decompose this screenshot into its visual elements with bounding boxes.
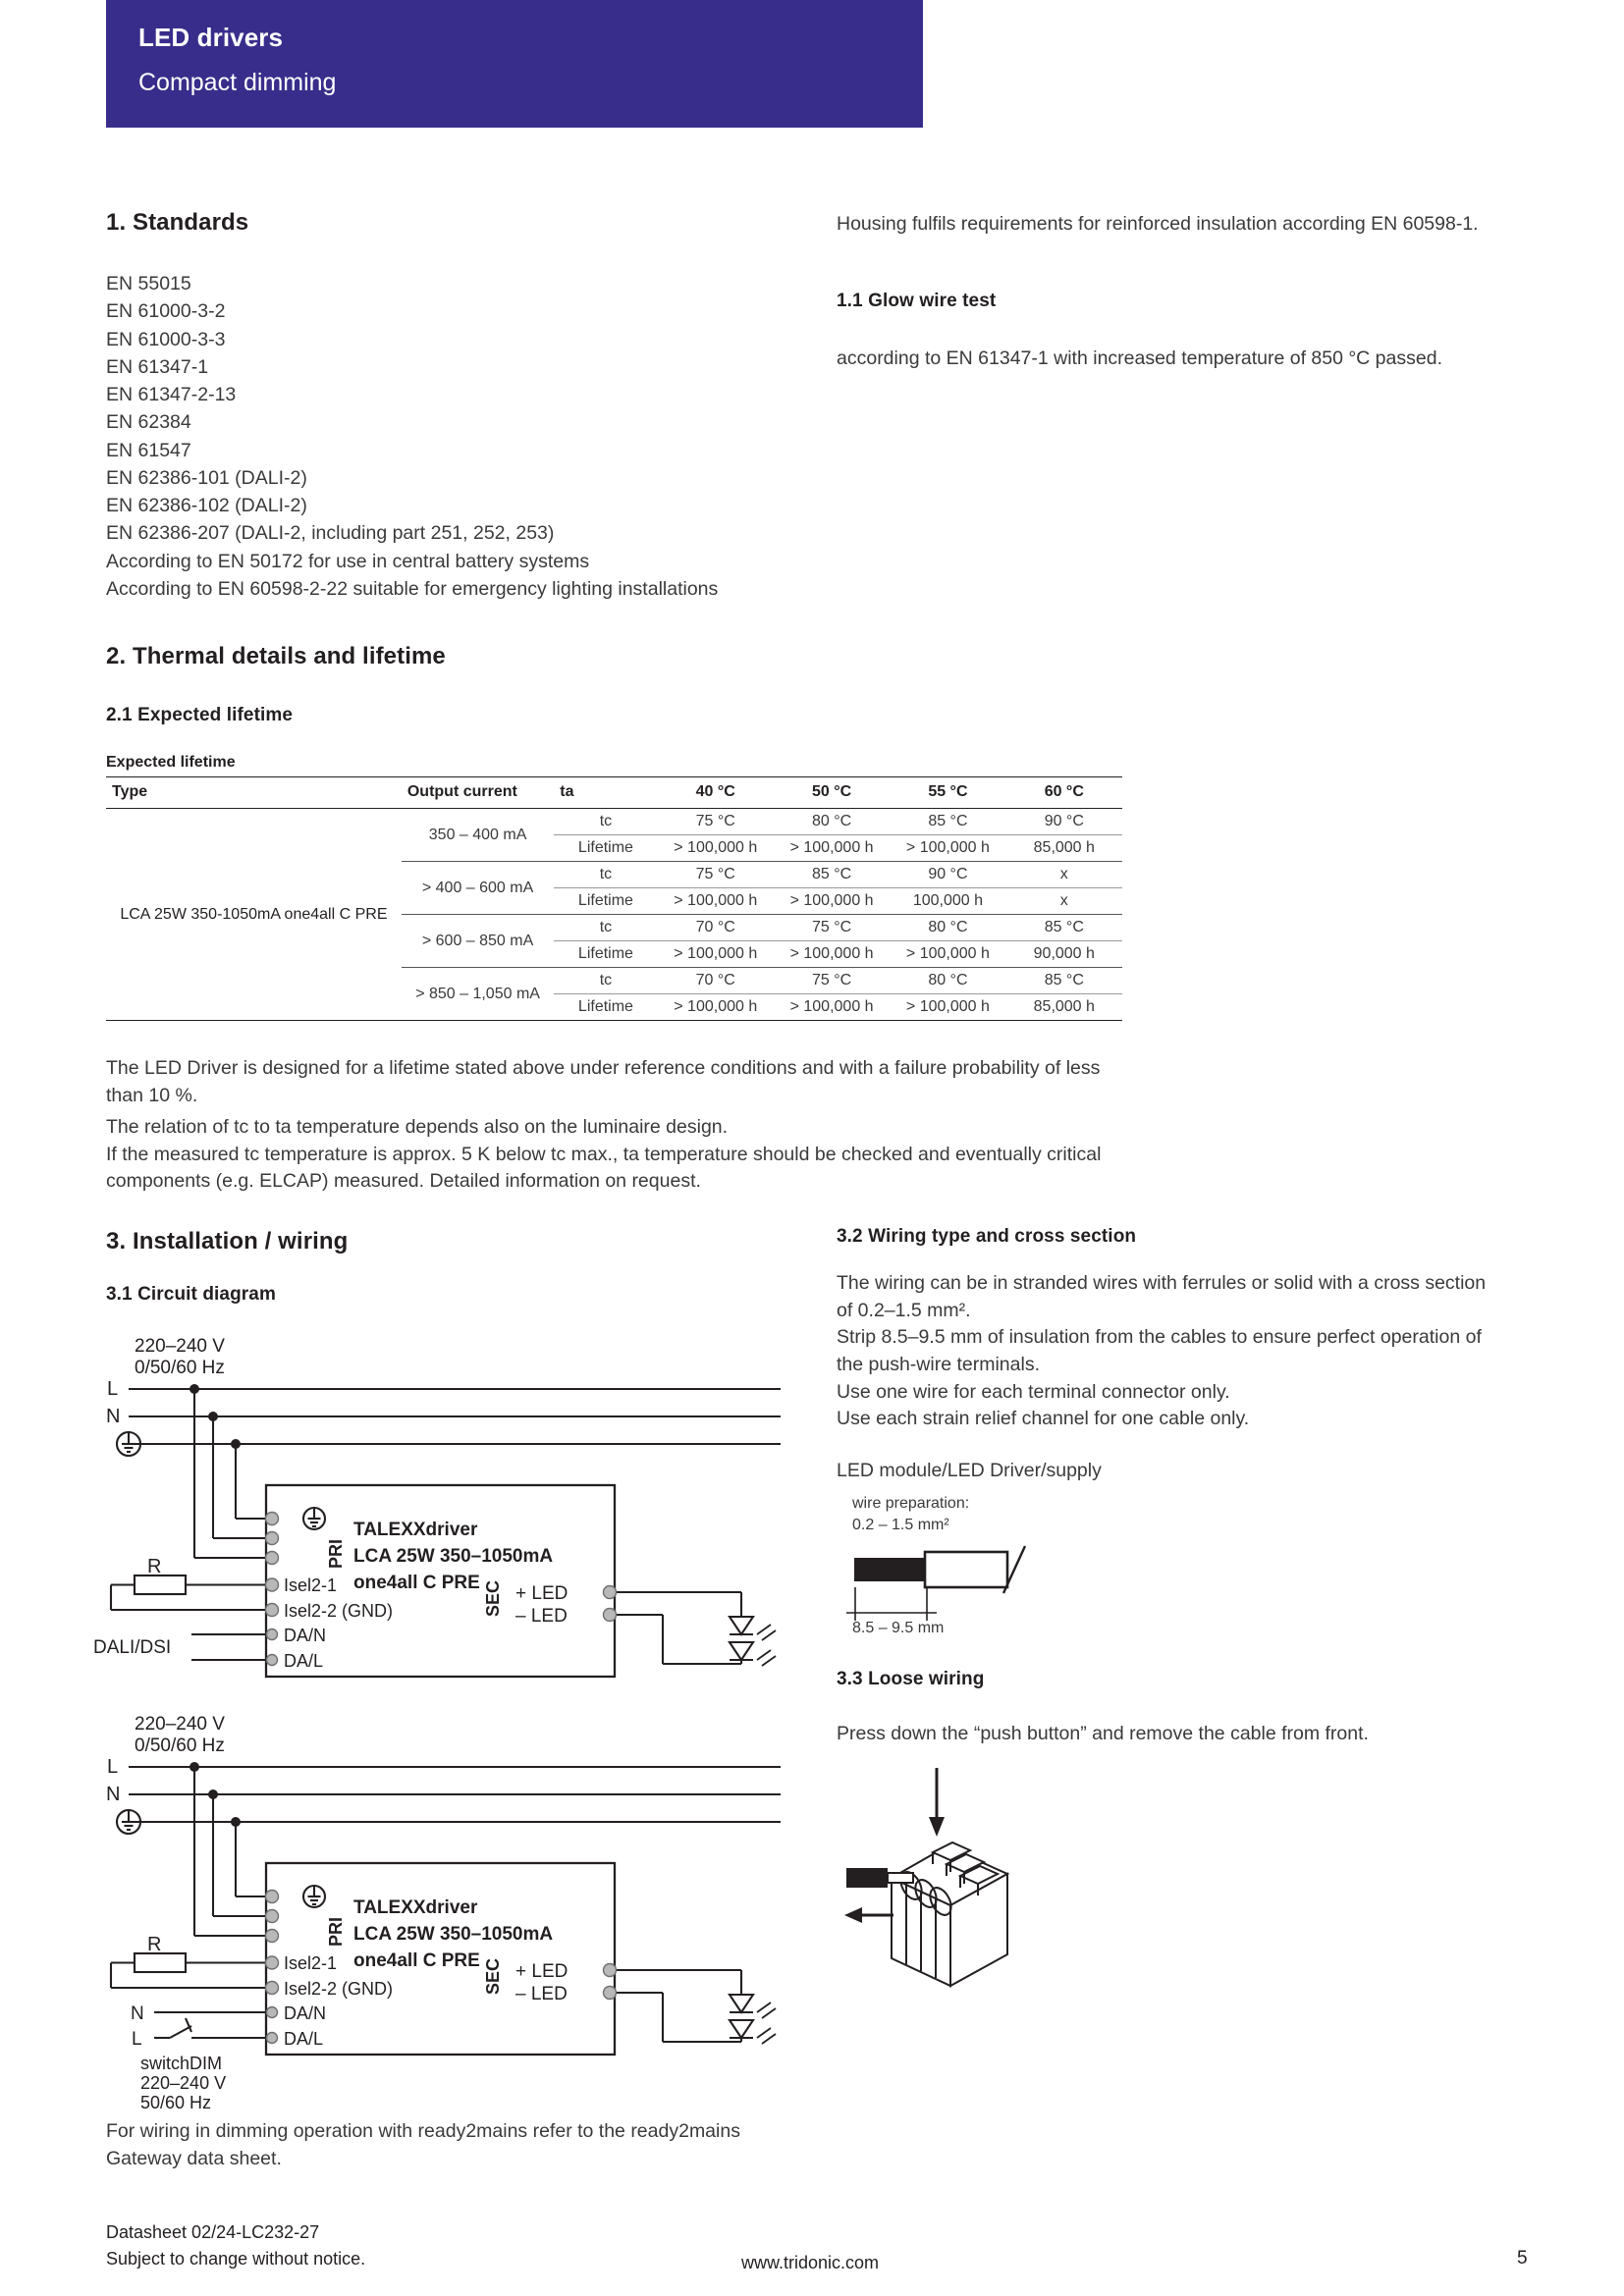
cell-value: > 100,000 h [774,835,890,862]
cell-value: 75 °C [695,813,735,829]
note-line: components (e.g. ELCAP) measured. Detailed information on request. [106,1170,701,1193]
list-item: EN 61000-3-2 [106,300,226,323]
text-line: of 0.2–1.5 mm². [837,1299,971,1321]
phase-L-label: L [107,1378,119,1400]
loose-wiring-diagram [852,1762,1147,1993]
list-item: EN 61347-2-13 [106,384,237,406]
da-l-label: DA/L [284,1651,324,1671]
driver-variant-label: one4all C PRE [353,1950,480,1971]
cell-row-label: Lifetime [554,888,657,915]
note-line: Gateway data sheet. [106,2147,282,2169]
supply-voltage-label: 220–240 V [135,1714,225,1735]
text-line: Use each strain relief channel for one cable only. [837,1408,1250,1430]
cell-value: > 100,000 h [658,888,774,915]
switchdim-voltage-label: 220–240 V [140,2073,227,2093]
cell-value: > 100,000 h [774,888,890,915]
wire-preparation-labels [852,1493,1245,1535]
resistor-label: R [147,1556,162,1577]
note-line: If the measured tc temperature is approx. 5 K below tc max., ta temperature should be checked and eventually critical [106,1143,1102,1165]
cell-value: 75 °C [658,862,774,888]
cell-value: 85 °C [928,813,968,829]
cell-value: 85,000 h [1006,835,1122,862]
list-item: EN 62384 [106,411,191,434]
list-item: EN 62386-102 (DALI-2) [106,495,307,517]
cell-value: 70 °C [658,915,774,941]
table-row [106,809,1122,835]
cell-value: 90 °C [1044,813,1084,829]
col-header-50c: 50 °C [811,783,852,800]
page-header-banner [106,0,923,128]
isel2-2-label: Isel2-2 (GND) [284,1601,394,1621]
led-module-supply-label: LED module/LED Driver/supply [837,1460,1102,1481]
expected-lifetime-heading: 2.1 Expected lifetime [106,705,294,725]
standards-list [106,270,793,603]
wire-preparation-title: wire preparation: [852,1495,970,1512]
driver-brand-label: TALEXXdriver [353,1897,478,1918]
cell-value: > 100,000 h [774,941,890,968]
text-line: the push-wire terminals. [837,1354,1040,1376]
da-n-label: DA/N [284,2003,327,2023]
phase-L-label: L [107,1756,119,1778]
cell-value: 80 °C [890,968,1005,994]
cell-row-label: Lifetime [554,835,657,862]
cell-value: > 100,000 h [890,941,1005,968]
cell-value: 100,000 h [890,888,1005,915]
cell-row-label: Lifetime [554,994,657,1021]
note-line: For wiring in dimming operation with ready2mains refer to the ready2mains [106,2120,740,2142]
note-line: The relation of tc to ta temperature depends also on the luminaire design. [106,1116,729,1138]
minus-led-label: – LED [515,1606,568,1627]
cell-value: 90 °C [890,862,1005,888]
driver-model-label: LCA 25W 350–1050mA [353,1546,554,1567]
table-header-row [106,777,1122,809]
sec-label: SEC [483,1957,503,1995]
cell-value: 85 °C [774,862,890,888]
circuit-diagram-dali [93,1330,781,1688]
list-item: EN 55015 [106,273,191,294]
pri-label: PRI [326,1538,346,1569]
switchdim-frequency-label: 50/60 Hz [140,2093,212,2112]
cell-output-current: > 600 – 850 mA [402,915,554,968]
housing-insulation-note: Housing fulfils requirements for reinforced insulation according EN 60598-1. [837,213,1479,235]
datasheet-id: Datasheet 02/24-LC232-27 [106,2222,320,2242]
glow-wire-test-heading: 1.1 Glow wire test [837,291,997,311]
cell-value: 75 °C [774,915,890,941]
cell-value: 85 °C [1006,915,1122,941]
supply-frequency-label: 0/50/60 Hz [135,1735,225,1756]
loose-wiring-text: Press down the “push button” and remove the cable from front. [837,1723,1369,1744]
table-bottom-rule-row [106,1021,1122,1022]
minus-led-label: – LED [515,1984,568,2004]
cell-value: x [1006,888,1122,915]
ready2mains-note [106,2118,813,2172]
subject-to-change-note: Subject to change without notice. [106,2249,366,2269]
cell-value: > 100,000 h [658,941,774,968]
cell-value: 75 °C [774,968,890,994]
list-item: EN 61347-1 [106,355,209,378]
circuit-diagram-switchdim [93,1708,781,2112]
neutral-N-label: N [106,1406,121,1427]
lifetime-note: The LED Driver is designed for a lifetime stated above under reference conditions and with a failure probability of less than 10 %. [106,1057,1101,1106]
banner-title: LED drivers [138,23,284,52]
cell-value: 70 °C [658,968,774,994]
text-line: Strip 8.5–9.5 mm of insulation from the cables to ensure perfect operation of [837,1326,1482,1349]
wiring-type-text [837,1270,1553,1433]
table-caption: Expected lifetime [106,754,236,771]
cell-row-label: tc [554,862,657,888]
list-item: EN 62386-101 (DALI-2) [106,466,307,489]
text-line: Use one wire for each terminal connector only. [837,1380,1230,1403]
website-link[interactable]: www.tridonic.com [741,2253,880,2272]
cell-row-label: Lifetime [554,941,657,968]
isel2-1-label: Isel2-1 [284,1575,338,1595]
installation-heading: 3. Installation / wiring [106,1228,349,1255]
cell-type: LCA 25W 350-1050mA one4all C PRE [120,905,388,923]
thermal-heading: 2. Thermal details and lifetime [106,643,446,669]
list-item: According to EN 50172 for use in central battery systems [106,550,590,572]
page-number: 5 [1517,2248,1528,2269]
cell-row-label: tc [554,915,657,941]
cell-value: > 100,000 h [890,994,1005,1021]
driver-variant-label: one4all C PRE [353,1573,480,1593]
resistor-label: R [147,1934,162,1955]
wire-cross-section-value: 0.2 – 1.5 mm² [852,1516,949,1533]
cell-value: > 100,000 h [658,994,774,1021]
cell-output-current: 350 – 400 mA [428,826,527,843]
isel2-2-label: Isel2-2 (GND) [284,1979,394,1999]
loose-wiring-heading: 3.3 Loose wiring [837,1669,985,1689]
glow-wire-test-text: according to EN 61347-1 with increased temperature of 850 °C passed. [837,347,1442,369]
cell-value: > 100,000 h [658,835,774,862]
isel2-1-label: Isel2-1 [284,1953,338,1973]
da-l-label: DA/L [284,2029,324,2049]
col-header-ta: ta [560,783,574,800]
wire-strip-length-label: 8.5 – 9.5 mm [852,1620,945,1636]
cell-value: 80 °C [811,813,852,829]
supply-voltage-label: 220–240 V [135,1336,225,1357]
col-header-55c: 55 °C [928,783,968,800]
switchdim-name-label: switchDIM [140,2054,223,2073]
sec-label: SEC [483,1579,503,1617]
list-item: EN 62386-207 (DALI-2, including part 251, 252, 253) [106,522,555,545]
footer-left [106,2219,365,2272]
col-header-60c: 60 °C [1044,783,1084,800]
wiring-type-heading: 3.2 Wiring type and cross section [837,1226,1137,1247]
dali-dsi-label: DALI/DSI [93,1637,172,1658]
cell-value: 90,000 h [1006,941,1122,968]
tc-ta-relation-note [106,1114,1127,1196]
expected-lifetime-table [106,776,1122,1021]
driver-model-label: LCA 25W 350–1050mA [353,1924,554,1945]
cell-value: 85 °C [1006,968,1122,994]
neutral-N-label: N [106,1784,121,1805]
text-line: The wiring can be in stranded wires with ferrules or solid with a cross section [837,1272,1487,1294]
col-header-40c: 40 °C [695,783,735,800]
plus-led-label: + LED [515,1961,568,1982]
col-header-output-current: Output current [406,783,517,800]
cell-value: x [1006,862,1122,888]
cell-output-current: > 400 – 600 mA [402,862,554,915]
cell-value: > 100,000 h [774,994,890,1021]
list-item: EN 61000-3-3 [106,328,226,350]
switchdim-l-label: L [132,2029,142,2050]
driver-brand-label: TALEXXdriver [353,1520,478,1540]
cell-row-label: tc [554,968,657,994]
list-item: According to EN 60598-2-22 suitable for emergency lighting installations [106,577,719,600]
list-item: EN 61547 [106,439,191,461]
table-body [106,809,1122,1022]
da-n-label: DA/N [284,1626,327,1645]
cell-value: > 100,000 h [890,835,1005,862]
cell-value: 85,000 h [1006,994,1122,1021]
banner-subtitle: Compact dimming [138,68,337,96]
cell-output-current: > 850 – 1,050 mA [402,968,554,1021]
standards-heading: 1. Standards [106,209,249,236]
col-header-type: Type [112,783,148,800]
cell-value: 80 °C [890,915,1005,941]
supply-frequency-label: 0/50/60 Hz [135,1358,225,1378]
expected-lifetime-table-wrap [106,754,1122,1021]
cell-row-label: tc [599,813,613,829]
switchdim-n-label: N [131,2003,144,2024]
plus-led-label: + LED [515,1583,568,1604]
pri-label: PRI [326,1916,346,1947]
circuit-diagram-heading: 3.1 Circuit diagram [106,1284,276,1305]
